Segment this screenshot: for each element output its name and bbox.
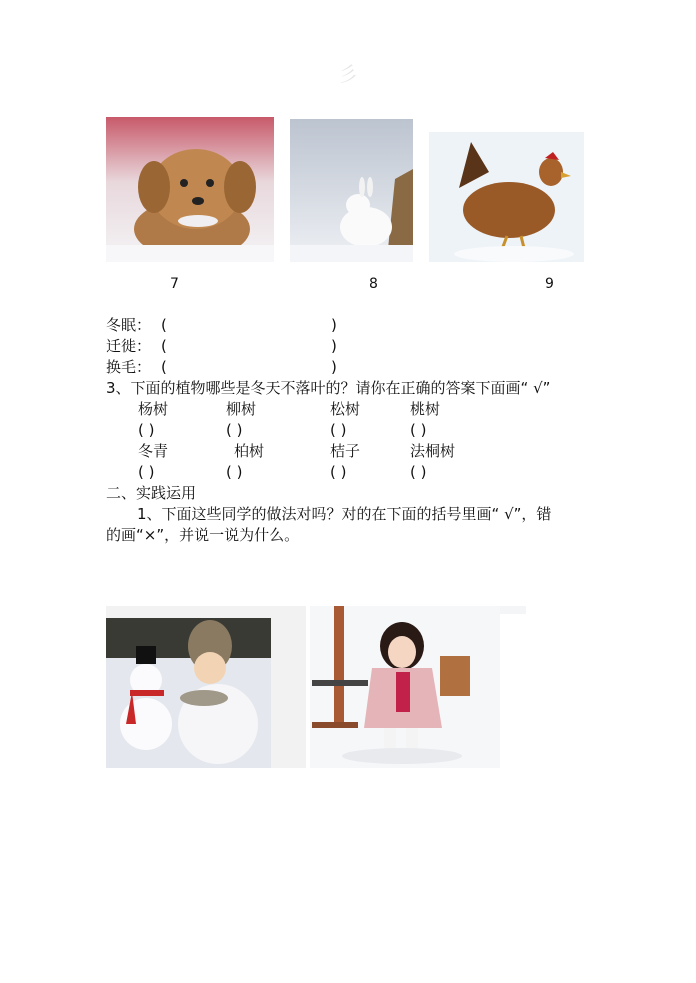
plant-label: 杨树 (138, 400, 169, 418)
rabbit-photo (290, 119, 413, 262)
plant-answer-blank[interactable]: ( ) (410, 463, 427, 481)
category-row-hibernation (106, 315, 151, 335)
paren-close: ) (331, 337, 337, 355)
section-2-question-1-line-1: 1、下面这些同学的做法对吗？对的在下面的括号里画“ √”，错 (137, 505, 552, 523)
animal-number-8: 8 (369, 276, 378, 292)
category-row-molting (106, 357, 151, 377)
plant-label: 柳树 (226, 400, 257, 418)
hen-photo (429, 132, 584, 262)
girl-pink-coat-photo (310, 606, 526, 768)
plant-label: 柏树 (234, 442, 265, 460)
plant-answer-blank[interactable]: ( ) (330, 463, 347, 481)
section-2-question-1-line-2: 的画“×”，并说一说为什么。 (106, 526, 300, 544)
plant-label: 松树 (330, 400, 361, 418)
plant-answer-blank[interactable]: ( ) (226, 421, 243, 439)
plant-label: 桃树 (410, 400, 441, 418)
category-label: 冬眠： (106, 316, 152, 334)
plant-answer-blank[interactable]: ( ) (138, 463, 155, 481)
question-3-prompt: 3、下面的植物哪些是冬天不落叶的？请你在正确的答案下面画“ √” (106, 379, 551, 397)
animal-number-9: 9 (545, 276, 554, 292)
category-label: 迁徙： (106, 337, 152, 355)
child-snowman-photo (106, 606, 306, 768)
watermark: 彡 (338, 62, 358, 86)
plant-answer-blank[interactable]: ( ) (226, 463, 243, 481)
paren-open: ( (161, 316, 167, 334)
plant-answer-blank[interactable]: ( ) (330, 421, 347, 439)
paren-close: ) (331, 358, 337, 376)
animal-number-7: 7 (170, 276, 179, 292)
answer-blank-migration[interactable] (170, 336, 328, 356)
plant-label: 法桐树 (410, 442, 456, 460)
answer-blank-hibernation[interactable] (170, 315, 328, 335)
paren-open: ( (161, 358, 167, 376)
plant-answer-blank[interactable]: ( ) (138, 421, 155, 439)
plant-label: 桔子 (330, 442, 361, 460)
category-label: 换毛： (106, 358, 152, 376)
paren-open: ( (161, 337, 167, 355)
plant-label: 冬青 (138, 442, 169, 460)
paren-close: ) (331, 316, 337, 334)
category-row-migration (106, 336, 151, 356)
plant-answer-blank[interactable]: ( ) (410, 421, 427, 439)
answer-blank-molting[interactable] (170, 357, 328, 377)
puppy-photo (106, 117, 274, 262)
section-2-heading: 二、实践运用 (106, 484, 197, 502)
